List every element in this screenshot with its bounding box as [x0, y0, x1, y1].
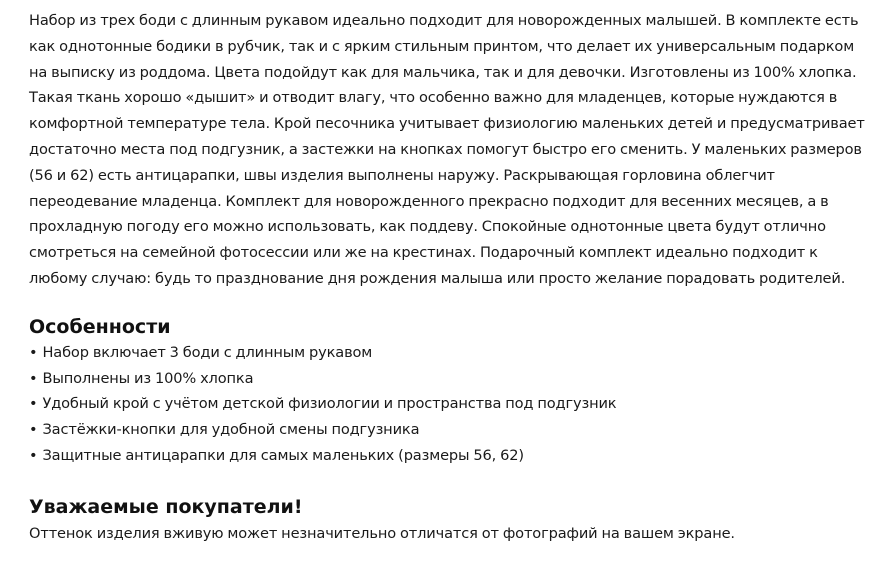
feature-text: Защитные антицарапки для самых маленьких (размеры 56, 62) [42, 446, 524, 464]
feature-item [29, 391, 869, 417]
customer-notice-heading: Уважаемые покупатели! [29, 495, 303, 518]
features-list [29, 340, 869, 469]
features-heading: Особенности [29, 315, 171, 338]
feature-text: Набор включает 3 боди с длинным рукавом [42, 343, 373, 361]
feature-text: Выполнены из 100% хлопка [42, 369, 254, 387]
bullet-icon: • [29, 446, 38, 464]
feature-item [29, 366, 869, 392]
bullet-icon: • [29, 343, 38, 361]
feature-item [29, 340, 869, 366]
feature-text: Удобный крой с учётом детской физиологии и пространства под подгузник [42, 395, 617, 413]
product-description-text: Набор из трех боди с длинным рукавом идеально подходит для новорожденных малышей. В комплекте есть как однотонные бодики в рубчик, так и с ярким стильным принтом, что делает их универсальным подарком на выписку из роддома. Цвета подойдут как для мальчика, так и для девочки. Изготовлены из 100% хлопка. Такая ткань хорошо «дышит» и отводит влагу, что особенно важно для младенцев, которые нуждаются в комфортной температуре тела. Крой песочника учитывает физиологию маленьких детей и предусматривает достаточно места под подгузник, а застежки на кнопках помогут быстро его сменить. У маленьких размеров (56 и 62) есть антицарапки, швы изделия выполнены наружу. Раскрывающая горловина облегчит переодевание младенца. Комплект для новорожденного прекрасно подходит для весенних месяцев, а в прохладную погоду его можно использовать, как поддеву. Спокойные однотонные цвета будут отлично смотреться на семейной фотосессии или же на крестинах. Подарочный комплект идеально подходит к любому случаю: будь то празднование дня рождения малыша или просто желание порадовать родителей. [29, 12, 865, 287]
feature-item [29, 443, 869, 469]
bullet-icon: • [29, 369, 38, 387]
bullet-icon: • [29, 421, 38, 439]
feature-item [29, 417, 869, 443]
bullet-icon: • [29, 395, 38, 413]
customer-notice-text: Оттенок изделия вживую может незначительно отличатся от фотографий на вашем экране. [29, 524, 735, 542]
feature-text: Застёжки-кнопки для удобной смены подгузника [42, 421, 420, 439]
